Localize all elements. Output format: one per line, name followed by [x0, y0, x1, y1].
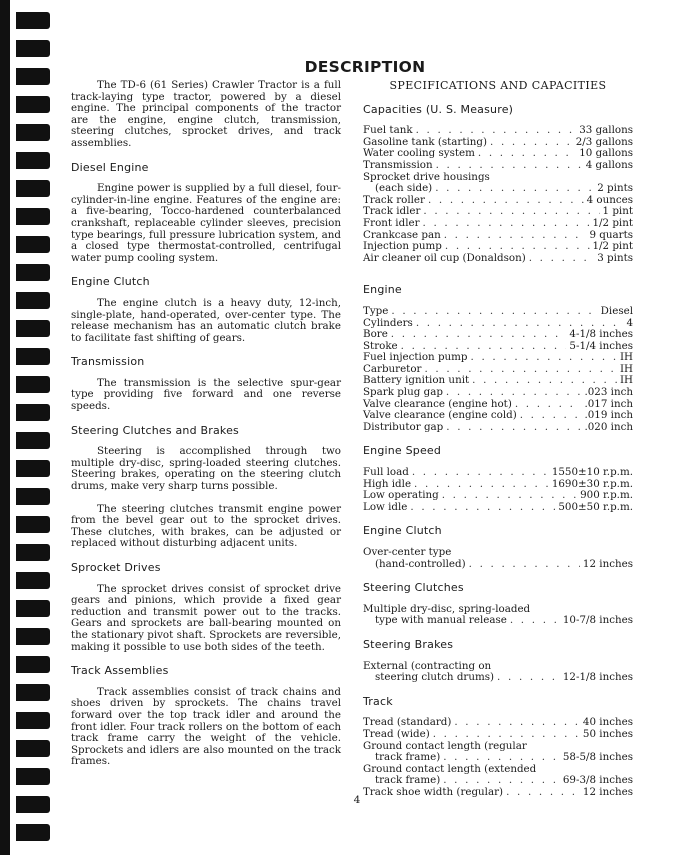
spec-label: type with manual release — [375, 614, 507, 627]
spec-value: 33 gallons — [579, 124, 633, 137]
spec-heading: Capacities (U. S. Measure) — [363, 102, 514, 116]
spec-value: 4-1/8 inches — [569, 328, 633, 341]
spec-value: 2/3 gallons — [575, 135, 633, 148]
leader-dots — [428, 195, 584, 207]
spec-label: Fuel injection pump — [363, 351, 468, 364]
spec-row — [363, 183, 633, 195]
spec-value: .017 inch — [584, 397, 633, 410]
spec-label: Type — [363, 304, 389, 317]
leader-dots — [497, 672, 560, 684]
spec-label: Battery ignition unit — [363, 374, 470, 387]
spec-label: Injection pump — [363, 240, 442, 253]
spec-value: IH — [619, 362, 633, 375]
description-section — [71, 562, 341, 653]
spec-label: Bore — [363, 328, 388, 341]
leader-dots — [478, 148, 576, 160]
description-section — [71, 162, 341, 265]
specifications-column — [363, 80, 633, 799]
spec-label: Fuel tank — [363, 124, 413, 137]
intro-paragraph: The TD-6 (61 Series) Crawler Tractor is a full track-laying type tractor, powered by a diesel engine. The principal components of the tractor are the engine, engine clutch, transmission, steering clutches, sprocket drives, and track assemblies. — [71, 79, 341, 149]
leader-dots — [410, 502, 555, 514]
spec-label: Water cooling system — [363, 147, 475, 160]
spec-label: (hand-controlled) — [375, 557, 466, 570]
section-heading: Transmission — [71, 355, 145, 369]
description-section — [71, 425, 341, 550]
leader-dots — [446, 387, 582, 399]
leader-dots — [423, 206, 599, 218]
section-heading: Steering Clutches and Brakes — [71, 423, 239, 437]
spec-label: Valve clearance (engine hot) — [363, 397, 512, 410]
spec-label: Stroke — [363, 339, 398, 352]
leader-dots — [529, 253, 595, 265]
leader-dots — [442, 490, 577, 502]
spec-label: Cylinders — [363, 316, 413, 329]
spec-heading: Engine Clutch — [363, 524, 442, 538]
spec-row — [363, 559, 633, 571]
section-heading: Diesel Engine — [71, 160, 149, 174]
spec-section-engine-clutch — [363, 525, 633, 570]
spec-row — [363, 502, 633, 514]
spec-label: Full load — [363, 466, 409, 479]
leader-dots — [423, 218, 590, 230]
spec-label: track frame) — [375, 774, 441, 787]
spec-label: Track idler — [363, 205, 421, 218]
spec-label: External (contracting on — [363, 659, 492, 672]
leader-dots — [510, 615, 560, 627]
spec-label: Track shoe width (regular) — [363, 785, 504, 798]
spec-section-steering-clutches — [363, 582, 633, 627]
section-paragraph: Track assemblies consist of track chains and shoes driven by sprockets. The chains travel forward over the top track idler and around the front idler. Four track rollers on the bottom of each track frame carry the weight of the vehicle. Sprockets and idlers are also mounted on the track frames. — [71, 685, 341, 768]
spec-heading: Steering Clutches — [363, 581, 464, 595]
spec-label: Gasoline tank (starting) — [363, 135, 488, 148]
spec-heading: Track — [363, 694, 393, 708]
leader-dots — [444, 230, 587, 242]
specification-sections — [363, 104, 633, 799]
leader-dots — [391, 329, 567, 341]
spec-value: .020 inch — [584, 420, 633, 433]
section-paragraph: The steering clutches transmit engine power from the bevel gear out to the sprocket drives. These clutches, with brakes, can be adjusted or replaced without disturbing adjacent units. — [71, 502, 341, 550]
section-heading: Sprocket Drives — [71, 561, 161, 574]
spec-value: 69-3/8 inches — [562, 774, 633, 787]
leader-dots — [454, 717, 580, 729]
spec-label: Front idler — [363, 216, 420, 229]
spec-value: 4 gallons — [585, 158, 633, 171]
spec-row — [363, 329, 633, 341]
spec-value: 1550±10 r.p.m. — [551, 466, 633, 479]
spec-row — [363, 306, 633, 318]
spec-label: Spark plug gap — [363, 386, 443, 399]
spec-row — [363, 467, 633, 479]
spec-section-engine-speed — [363, 445, 633, 513]
spec-value: 9 quarts — [589, 228, 633, 241]
spec-value: 58-5/8 inches — [562, 751, 633, 764]
spec-section-steering-brakes — [363, 639, 633, 684]
description-column — [71, 80, 341, 780]
spec-value: 900 r.p.m. — [580, 489, 633, 502]
spec-label: High idle — [363, 477, 412, 490]
spec-value: 4 — [626, 316, 633, 329]
spec-value: 10-7/8 inches — [562, 614, 633, 627]
leader-dots — [490, 137, 573, 149]
section-paragraph: Engine power is supplied by a full diesel, four-cylinder-in-line engine. Features of the engine are: a five-bearing, Tocco-hardened counterbalanced crankshaft, replaceable cylinder sleeves, precision type bearings, full pressure lubrication system, and a closed type thermostat-controlled, centrifugal water pump cooling system. — [71, 182, 341, 264]
page-number: 4 — [353, 794, 361, 806]
spec-value: 1/2 pint — [592, 240, 633, 253]
description-sections — [71, 162, 341, 768]
spec-section-track — [363, 696, 633, 799]
spec-value: IH — [619, 351, 633, 364]
spec-value: 4 ounces — [586, 193, 633, 206]
spec-section-engine — [363, 284, 633, 433]
spec-row — [363, 547, 633, 559]
leader-dots — [471, 352, 617, 364]
spec-value: 5-1/4 inches — [569, 339, 633, 352]
spec-row — [363, 241, 633, 253]
spec-heading: Steering Brakes — [363, 637, 454, 651]
spec-section-capacities — [363, 104, 633, 265]
section-heading: Track Assemblies — [71, 664, 169, 678]
spec-value: 12-1/8 inches — [562, 671, 633, 684]
spec-value: 12 inches — [582, 557, 633, 570]
leader-dots — [520, 410, 582, 422]
leader-dots — [446, 422, 581, 434]
spec-value: 12 inches — [582, 785, 633, 798]
description-section — [71, 356, 341, 412]
spec-value: IH — [619, 374, 633, 387]
spec-value: 50 inches — [582, 727, 633, 740]
page-title: DESCRIPTION — [304, 58, 426, 76]
section-heading: Engine Clutch — [71, 275, 150, 289]
spec-value: 1 pint — [602, 205, 633, 218]
spec-label: steering clutch drums) — [375, 671, 495, 684]
spec-value: 500±50 r.p.m. — [558, 500, 633, 513]
spec-label: Tread (wide) — [363, 727, 430, 740]
spec-label: Distributor gap — [363, 420, 444, 433]
spec-label: Low idle — [363, 500, 408, 513]
spec-row — [363, 387, 633, 399]
leader-dots — [469, 559, 580, 571]
spec-label: Tread (standard) — [363, 716, 452, 729]
spec-value: .019 inch — [584, 409, 633, 422]
spec-label: Over-center type — [363, 546, 452, 558]
spec-heading: Engine — [363, 283, 402, 297]
spec-label: Crankcase pan — [363, 228, 441, 241]
description-section — [71, 665, 341, 768]
spec-value: .023 inch — [584, 386, 633, 399]
spec-label: Valve clearance (engine cold) — [363, 409, 517, 422]
spec-row — [363, 672, 633, 684]
spec-heading: Engine Speed — [363, 444, 442, 458]
leader-dots — [445, 241, 590, 253]
leader-dots — [515, 399, 582, 411]
leader-dots — [435, 183, 594, 195]
spec-row — [363, 615, 633, 627]
leader-dots — [391, 306, 597, 318]
description-section — [71, 276, 341, 344]
spec-value: Diesel — [600, 304, 633, 317]
spec-label: Low operating — [363, 489, 439, 502]
spec-label: track frame) — [375, 751, 441, 764]
spec-label: Track roller — [363, 193, 425, 206]
spec-value: 3 pints — [597, 251, 633, 264]
spec-label: Ground contact length (regular — [363, 739, 527, 752]
section-paragraph: The transmission is the selective spur-gear type providing five forward and one reverse speeds. — [71, 376, 341, 413]
spec-value: 10 gallons — [579, 147, 633, 160]
spec-label: (each side) — [375, 182, 433, 195]
spec-value: 1/2 pint — [592, 216, 633, 229]
spec-label: Air cleaner oil cup (Donaldson) — [363, 251, 526, 264]
spec-label: Sprocket drive housings — [363, 170, 490, 183]
spec-label: Multiple dry-disc, spring-loaded — [363, 602, 531, 615]
spec-value: 1690±30 r.p.m. — [551, 477, 633, 490]
section-paragraph: Steering is accomplished through two multiple dry-disc, spring-loaded steering clutches. Steering brakes, operating on the steering clutch drums, make very sharp turns possible. — [71, 445, 341, 493]
spec-value: 2 pints — [597, 182, 633, 195]
leader-dots — [412, 467, 549, 479]
spec-label: Transmission — [363, 158, 433, 171]
spec-row — [363, 422, 633, 434]
spec-value: 40 inches — [582, 716, 633, 729]
spec-label: Ground contact length (extended — [363, 762, 537, 775]
spec-row — [363, 218, 633, 230]
section-paragraph: The engine clutch is a heavy duty, 12-inch, single-plate, hand-operated, over-center type. The release mechanism has an automatic clutch brake to facilitate fast shifting of gears. — [71, 296, 341, 344]
specifications-title: SPECIFICATIONS AND CAPACITIES — [389, 79, 607, 92]
spec-label: Carburetor — [363, 362, 422, 375]
section-paragraph: The sprocket drives consist of sprocket drive gears and pinions, which provide a fixed gear reduction and transmit power out to the tracks. Gears and sprockets are ball-bearing mounted on the stationary pivot shaft. Sprockets are reversible, making it possible to use both sides of the teeth. — [71, 582, 341, 653]
spec-row — [363, 253, 633, 265]
